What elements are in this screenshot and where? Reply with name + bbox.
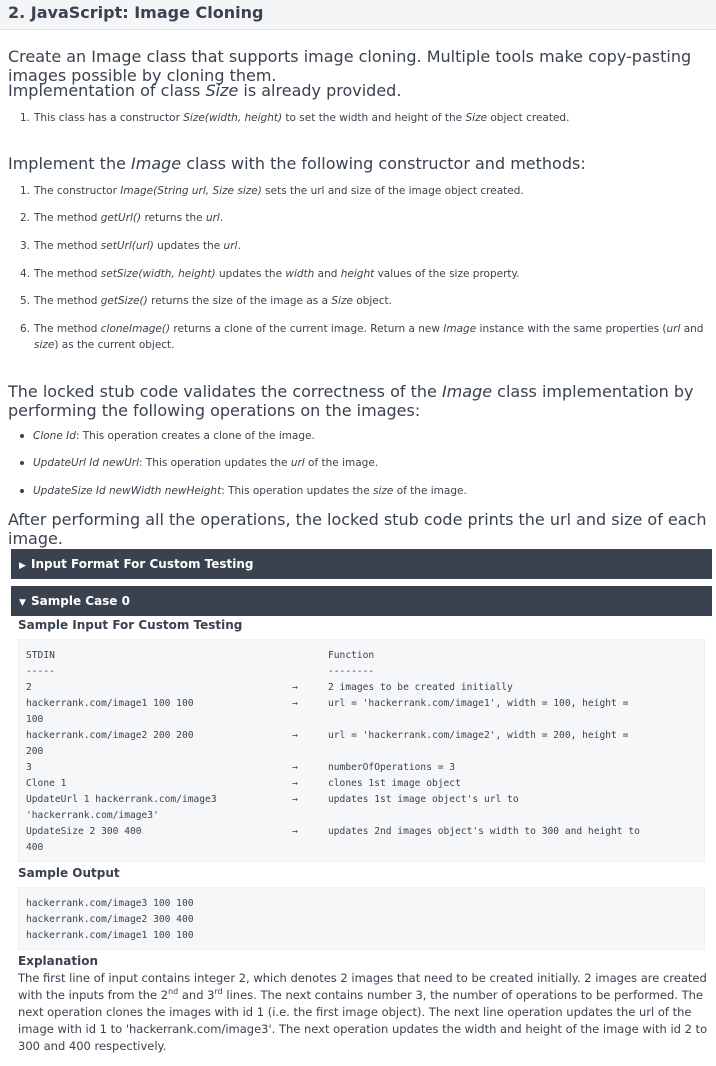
- sample-output-block: [18, 887, 705, 950]
- stdin-rule: -----: [26, 666, 55, 677]
- sample-input-block: [18, 639, 705, 862]
- methods-list: [8, 266, 708, 282]
- list-item: UpdateSize Id newWidth newHeight: This operation updates the size of the image.: [8, 483, 708, 499]
- list-item: 1. This class has a constructor Size(width, height) to set the width and height of the Size object created.: [20, 112, 570, 124]
- stdin-line: Clone 1: [26, 778, 67, 789]
- stdin-line: hackerrank.com/image1 100 100: [26, 698, 194, 709]
- list-item: Clone Id: This operation creates a clone of the image.: [8, 428, 708, 444]
- image-intro: Implement the Image class with the following constructor and methods:: [8, 154, 586, 173]
- size-intro: Implementation of class Size is already provided.: [8, 81, 402, 100]
- list-item: 3. The method setUrl(url) updates the url.: [20, 240, 241, 252]
- explanation-text: The first line of input contains integer 2, which denotes 2 images that need to be created initially. 2 images are created with the inputs from the 2nd and 3rd lines. The next contains number 3, the number of operations to be performed. The next operation clones the images with id 1 (i.e. the first image object). The next line operation updates the url of the image with id 1 to 'hackerrank.com/image3'. The next operation updates the width and height of the image with id 2 to 300 and 400 respectively.: [18, 971, 708, 1053]
- intro-paragraph: Create an Image class that supports image cloning. Multiple tools make copy-pasting images possible by cloning them.: [8, 47, 692, 85]
- stdin-line: 'hackerrank.com/image3': [26, 810, 159, 821]
- list-item: UpdateUrl Id newUrl: This operation updates the url of the image.: [8, 455, 708, 471]
- caret-right-icon: ▶: [19, 561, 26, 571]
- stdin-line: 400: [26, 842, 44, 853]
- function-line: clones 1st image object: [328, 778, 461, 789]
- stdin-line: 100: [26, 714, 44, 725]
- function-line: url = 'hackerrank.com/image2', width = 200, height =: [328, 730, 629, 741]
- function-line: updates 2nd images object's width to 300 and height to: [328, 826, 640, 837]
- operations-list: [8, 455, 708, 471]
- stdin-line: 2: [26, 682, 32, 693]
- stdin-line: 3: [26, 762, 32, 773]
- arrow-right-icon: →: [292, 778, 298, 789]
- output-line: hackerrank.com/image2 300 400: [26, 914, 194, 925]
- page-title: 2. JavaScript: Image Cloning: [8, 3, 264, 22]
- caret-down-icon: ▼: [19, 598, 26, 608]
- list-item: 2. The method getUrl() returns the url.: [20, 212, 224, 224]
- methods-list: [8, 321, 708, 353]
- function-header: Function: [328, 650, 375, 661]
- locked-stub-paragraph: The locked stub code validates the correctness of the Image class implementation by performing the following operations on the images:: [8, 382, 694, 420]
- arrow-right-icon: →: [292, 682, 298, 693]
- arrow-right-icon: →: [292, 730, 298, 741]
- arrow-right-icon: →: [292, 794, 298, 805]
- stdin-line: UpdateUrl 1 hackerrank.com/image3: [26, 794, 217, 805]
- output-line: hackerrank.com/image1 100 100: [26, 930, 194, 941]
- title-bar: [0, 0, 716, 30]
- sample-input-heading: Sample Input For Custom Testing: [18, 618, 243, 632]
- sample-case-toggle[interactable]: ▼ Sample Case 0: [11, 586, 712, 616]
- stdin-header: STDIN: [26, 650, 55, 661]
- methods-list: [8, 293, 708, 309]
- arrow-right-icon: →: [292, 762, 298, 773]
- list-item: 6. The method cloneImage() returns a clone of the current image. Return a new Image instance with the same properties (url and size) as the current object.: [20, 323, 704, 351]
- function-line: 2 images to be created initially: [328, 682, 513, 693]
- arrow-right-icon: →: [292, 826, 298, 837]
- methods-list: [8, 238, 708, 254]
- methods-list: [8, 210, 708, 226]
- output-line: hackerrank.com/image3 100 100: [26, 898, 194, 909]
- function-line: updates 1st image object's url to: [328, 794, 519, 805]
- function-line: url = 'hackerrank.com/image1', width = 100, height =: [328, 698, 629, 709]
- sample-output-heading: Sample Output: [18, 866, 120, 880]
- list-item: 4. The method setSize(width, height) updates the width and height values of the size property.: [20, 268, 520, 280]
- function-line: numberOfOperations = 3: [328, 762, 456, 773]
- stdin-line: hackerrank.com/image2 200 200: [26, 730, 194, 741]
- function-rule: --------: [328, 666, 375, 677]
- list-item: 5. The method getSize() returns the size of the image as a Size object.: [20, 295, 392, 307]
- input-format-toggle[interactable]: ▶ Input Format For Custom Testing: [11, 549, 712, 579]
- size-list: [8, 110, 708, 126]
- stdin-line: 200: [26, 746, 44, 757]
- stdin-line: UpdateSize 2 300 400: [26, 826, 142, 837]
- list-item: 1. The constructor Image(String url, Size size) sets the url and size of the image object created.: [20, 185, 524, 197]
- after-operations-paragraph: After performing all the operations, the locked stub code prints the url and size of each image.: [8, 510, 707, 548]
- operations-list: [8, 483, 708, 499]
- explanation-heading: Explanation: [18, 954, 99, 968]
- methods-list: [8, 183, 708, 199]
- operations-list: [8, 428, 708, 444]
- arrow-right-icon: →: [292, 698, 298, 709]
